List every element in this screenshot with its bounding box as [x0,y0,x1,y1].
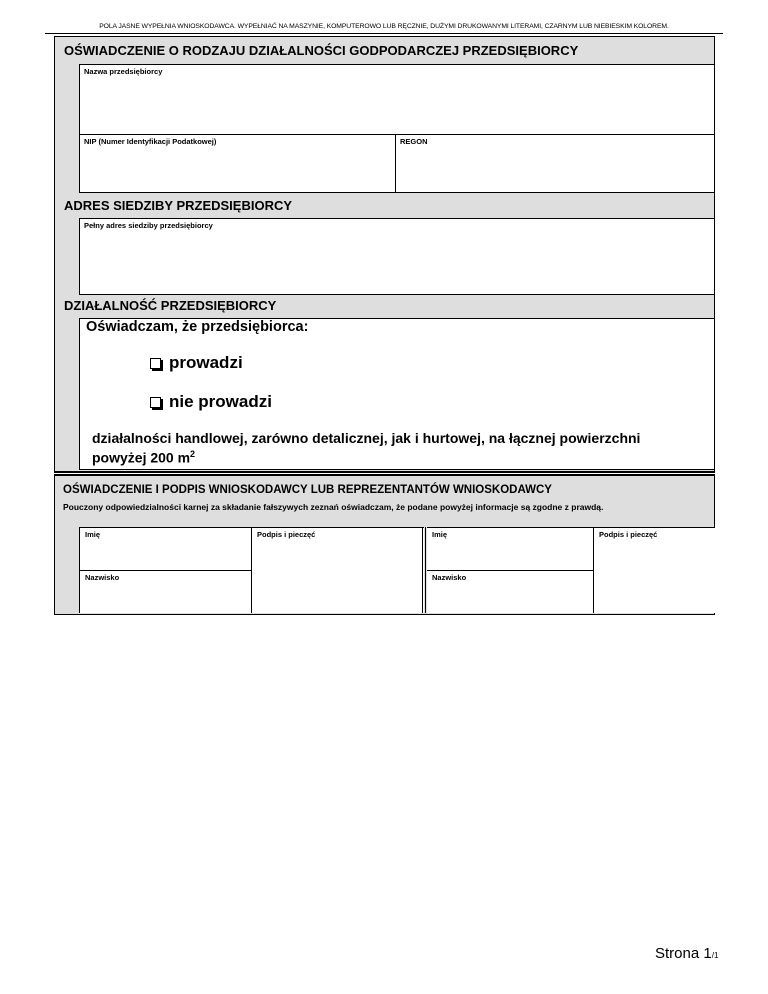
option-conducts-label: prowadzi [169,353,243,372]
left-last-name-field[interactable] [80,582,250,612]
nip-field[interactable] [79,134,396,193]
right-signature-label: Podpis i pieczęć [599,530,658,539]
regon-field[interactable] [395,134,715,193]
block-divider-1 [422,527,423,613]
checkbox-not-conducts[interactable] [150,397,161,408]
section4-warning: Pouczony odpowiedzialności karnej za składanie fałszywych zeznań oświadczam, że podane powyżej informacje są zgodne z prawdą. [63,502,604,512]
header-note: POLA JASNE WYPEŁNIA WNIOSKODAWCA. WYPEŁNIAĆ NA MASZYNIE, KOMPUTEROWO LUB RĘCZNIE, DUŻYMI DRUKOWANYMI LITERAMI, CZARNYM LUB NIEBIESKIM KOLOREM. [99,23,669,30]
activity-superscript: 2 [190,449,196,459]
company-name-label: Nazwa przedsiębiorcy [84,67,163,76]
address-field[interactable] [79,218,715,295]
activity-line2-text: powyżej 200 m [92,449,191,466]
right-first-name-field[interactable] [428,538,592,569]
checkbox-conducts[interactable] [150,358,161,369]
left-first-name-field[interactable] [80,538,250,569]
left-signature-field[interactable] [252,538,422,612]
top-rule [45,33,723,34]
page-number [655,945,718,962]
nip-label: NIP (Numer Identyfikacji Podatkowej) [84,137,217,146]
regon-label: REGON [400,137,428,146]
address-label: Pełny adres siedziby przedsiębiorcy [84,221,213,230]
section3-title: DZIAŁALNOŚĆ PRZEDSIĘBIORCY [64,298,277,313]
section2-title: ADRES SIEDZIBY PRZEDSIĘBIORCY [64,198,293,213]
section4-title: OŚWIADCZENIE I PODPIS WNIOSKODAWCY LUB REPREZENTANTÓW WNIOSKODAWCY [63,484,552,496]
left-last-name-label: Nazwisko [85,573,120,582]
right-signature-field[interactable] [594,538,714,612]
option-not-conducts[interactable] [150,392,272,412]
activity-line2 [92,449,195,466]
page-number-label: Strona 1 [655,945,712,962]
activity-line1: działalności handlowej, zarówno detalicznej, jak i hurtowej, na łącznej powierzchni [92,430,641,446]
option-conducts[interactable] [150,353,243,373]
right-last-name-label: Nazwisko [432,573,467,582]
declaration-text: Oświadczam, że przedsiębiorca: [86,319,309,335]
company-name-field[interactable] [79,64,715,135]
option-not-conducts-label: nie prowadzi [169,392,272,411]
section-separator [54,471,715,472]
block-divider-2 [425,527,426,613]
page-number-total: /1 [711,951,719,960]
right-last-name-field[interactable] [428,582,592,612]
right-first-name-label: Imię [432,530,448,539]
left-first-name-label: Imię [85,530,101,539]
section1-title: OŚWIADCZENIE O RODZAJU DZIAŁALNOŚCI GODPODARCZEJ PRZEDSIĘBIORCY [64,43,579,58]
left-signature-label: Podpis i pieczęć [257,530,316,539]
